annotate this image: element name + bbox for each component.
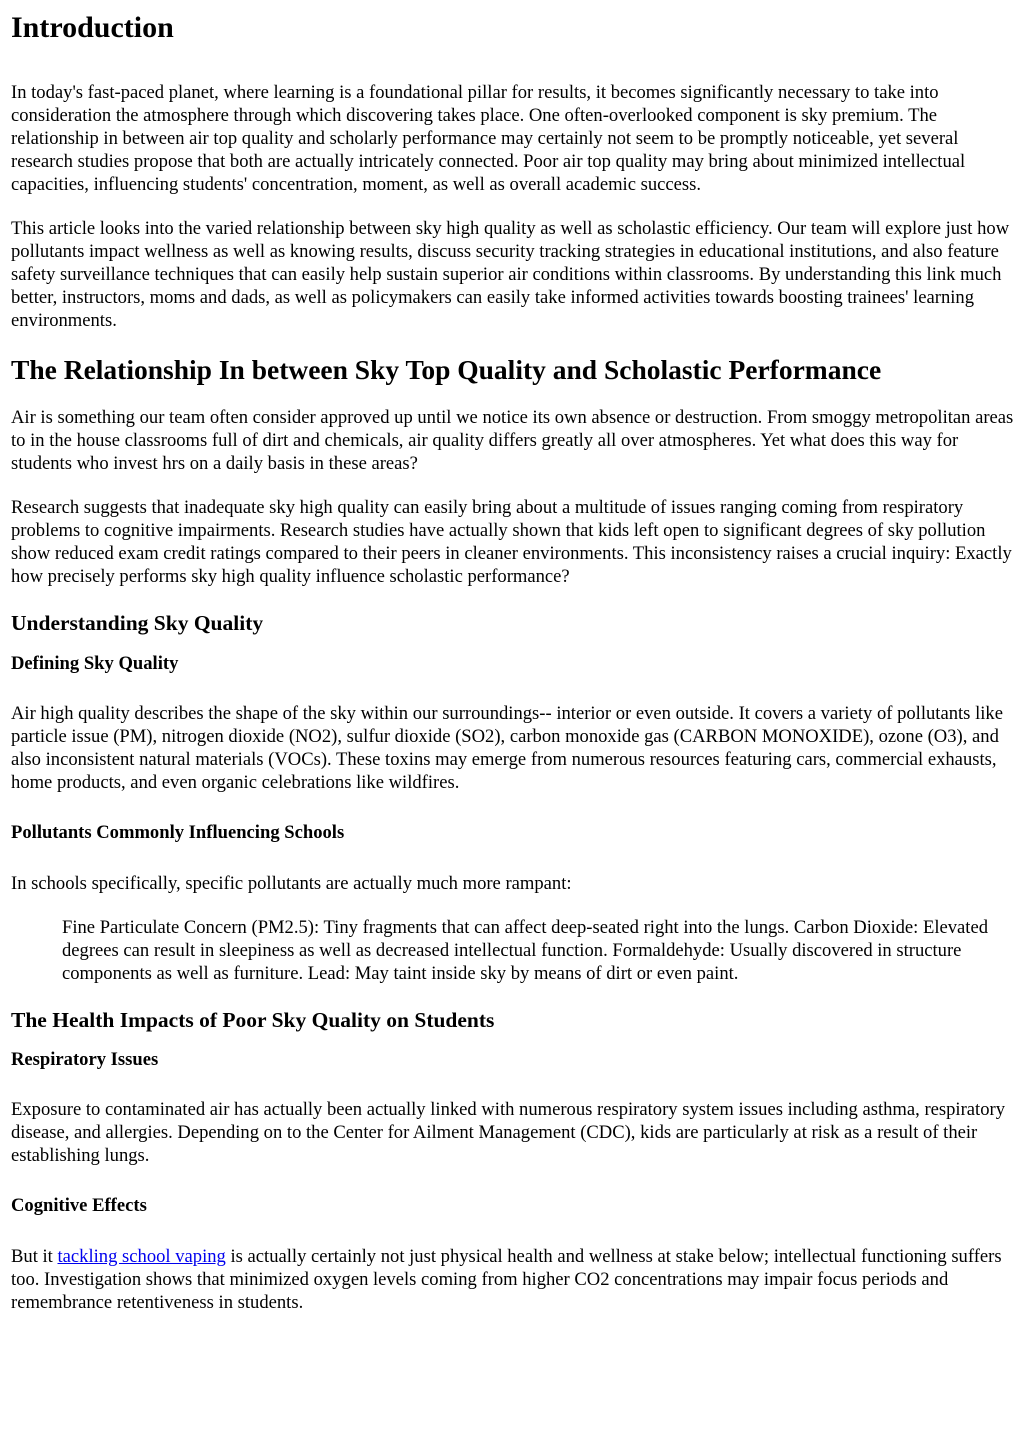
intro-paragraph-2: This article looks into the varied relationship between sky high quality as well as scholastic efficiency. Our team will explore just how pollutants impact wellness as well as knowing results, discuss security tracking strategies in educational institutions, and also feature safety surveillance techniques that can easily help sustain superior air conditions within classrooms. By understanding this link much better, instructors, moms and dads, as well as policymakers can easily take informed activities towards boosting trainees' learning environments.: [11, 218, 1010, 331]
understanding-heading: Understanding Sky Quality: [11, 611, 264, 635]
relationship-heading: The Relationship In between Sky Top Quality and Scholastic Performance: [11, 354, 882, 385]
pollutants-paragraph: In schools specifically, specific pollutants are actually much more rampant:: [11, 873, 572, 894]
relationship-paragraph-1: Air is something our team often consider approved up until we notice its own absence or destruction. From smoggy metropolitan areas to in the house classrooms full of dirt and chemicals, air quality differs greatly all over atmospheres. Yet what does this way for students who invest hrs on a daily basis in these areas?: [11, 407, 1014, 474]
cognitive-text-before: But it: [11, 1246, 58, 1267]
cognitive-heading: Cognitive Effects: [11, 1195, 147, 1216]
defining-heading: Defining Sky Quality: [11, 653, 179, 674]
intro-paragraph-1: In today's fast-paced planet, where learning is a foundational pillar for results, it becomes significantly necessary to take into consideration the atmosphere through which discovering takes place. One often-overlooked component is sky premium. The relationship in between air top quality and scholarly performance may certainly not seem to be promptly noticeable, yet several research studies propose that both are actually intricately connected. Poor air top quality may bring about minimized intellectual capacities, influencing students' concentration, moment, as well as overall academic success.: [11, 82, 966, 195]
respiratory-paragraph: Exposure to contaminated air has actually been actually linked with numerous respiratory system issues including asthma, respiratory disease, and allergies. Depending on to the Center for Ailment Management (CDC), kids are particularly at risk as a result of their establishing lungs.: [11, 1099, 1005, 1166]
article: [0, 10, 1024, 1314]
relationship-paragraph-2: Research suggests that inadequate sky high quality can easily bring about a multitude of issues ranging coming from respiratory problems to cognitive impairments. Research studies have actually shown that kids left open to significant degrees of sky pollution show reduced exam credit ratings compared to their peers in cleaner environments. This inconsistency raises a crucial inquiry: Exactly how precisely performs sky high quality influence scholastic performance?: [11, 497, 1012, 587]
cognitive-paragraph: [11, 1245, 1016, 1314]
pollutants-quote: Fine Particulate Concern (PM2.5): Tiny fragments that can affect deep-seated right into the lungs. Carbon Dioxide: Elevated degrees can result in sleepiness as well as decreased intellectual function. Formaldehyde: Usually discovered in structure components as well as furniture. Lead: May taint inside sky by means of dirt or even paint.: [62, 917, 989, 984]
intro-heading: Introduction: [11, 11, 174, 44]
health-heading: The Health Impacts of Poor Sky Quality on Students: [11, 1008, 495, 1032]
defining-paragraph: Air high quality describes the shape of the sky within our surroundings-- interior or even outside. It covers a variety of pollutants like particle issue (PM), nitrogen dioxide (NO2), sulfur dioxide (SO2), carbon monoxide gas (CARBON MONOXIDE), ozone (O3), and also inconsistent natural materials (VOCs). These toxins may emerge from numerous resources featuring cars, commercial exhausts, home products, and even organic celebrations like wildfires.: [11, 703, 1003, 793]
tackling-school-vaping-link[interactable]: tackling school vaping: [57, 1246, 226, 1267]
cognitive-text-after: is actually certainly not just physical health and wellness at stake below; intellectual functioning suffers too. Investigation shows that minimized oxygen levels coming from higher CO2 concentrations may impair focus periods and remembrance retentiveness in students.: [11, 1246, 1002, 1313]
pollutants-heading: Pollutants Commonly Influencing Schools: [11, 822, 345, 843]
respiratory-heading: Respiratory Issues: [11, 1049, 159, 1070]
